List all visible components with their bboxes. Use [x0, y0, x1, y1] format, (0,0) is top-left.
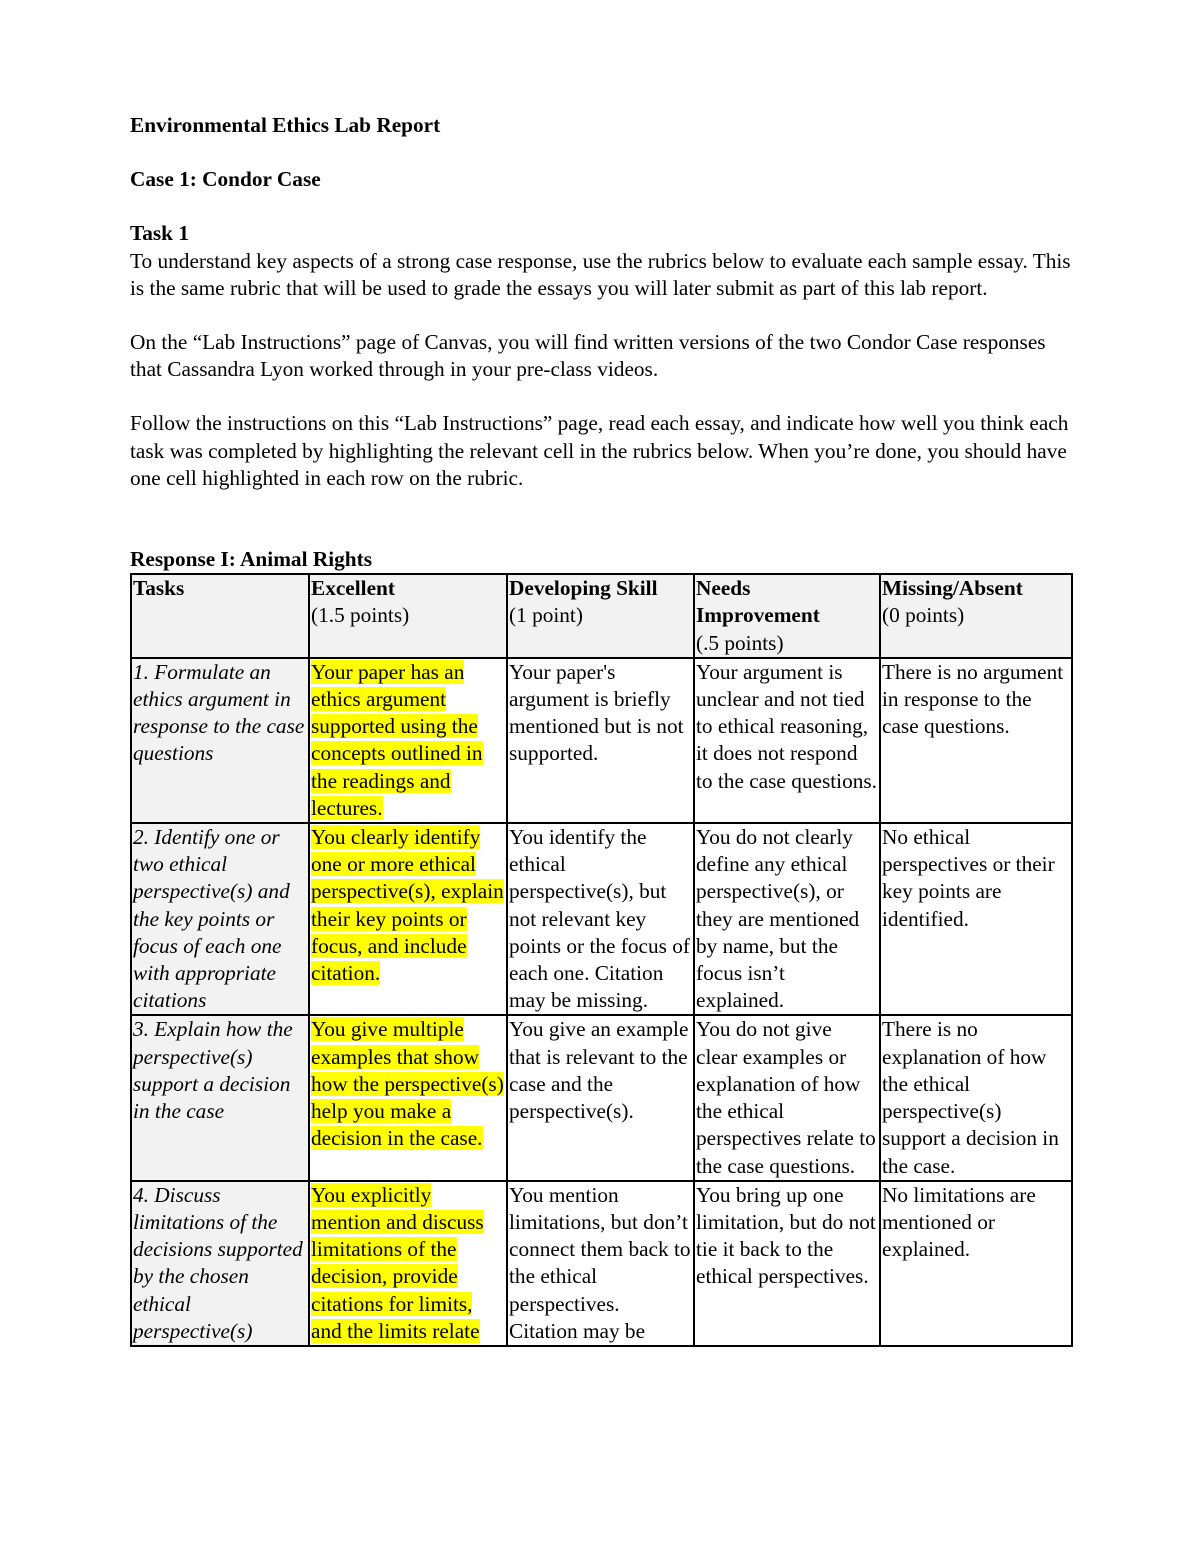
needs-improvement-cell[interactable]: You bring up one limitation, but do not tie it back to the ethical perspectives.: [694, 1181, 880, 1346]
developing-cell[interactable]: You give an example that is relevant to the case and the perspective(s).: [507, 1015, 694, 1180]
excellent-cell[interactable]: [309, 658, 507, 823]
header-label: Missing/Absent: [882, 576, 1023, 601]
developing-cell[interactable]: You identify the ethical perspective(s), but not relevant key points or the focus of each one. Citation may be missing.: [507, 823, 694, 1015]
case-title: Case 1: Condor Case: [130, 167, 321, 192]
instruction-paragraph: On the “Lab Instructions” page of Canvas, you will find written versions of the two Condor Case responses that Cassandra Lyon worked through in your pre-class videos.: [130, 330, 1046, 382]
header-label: Needs Improvement: [696, 576, 820, 628]
highlighted-text: You explicitly mention and discuss limitations of the decision, provide citations for limits, and the limits relate: [311, 1182, 484, 1343]
header-needs-improvement: [694, 574, 880, 658]
header-points: (1 point): [509, 603, 583, 628]
missing-cell[interactable]: No ethical perspectives or their key points are identified.: [880, 823, 1072, 1015]
highlighted-text: You clearly identify one or more ethical perspective(s), explain their key points or focus, and include citation.: [311, 825, 504, 986]
header-tasks: [131, 574, 309, 658]
developing-cell[interactable]: You mention limitations, but don’t connect them back to the ethical perspectives. Citation may be: [507, 1181, 694, 1346]
needs-improvement-cell[interactable]: Your argument is unclear and not tied to ethical reasoning, it does not respond to the case questions.: [694, 658, 880, 823]
header-label: Tasks: [133, 576, 185, 601]
needs-improvement-cell[interactable]: You do not give clear examples or explanation of how the ethical perspectives relate to the case questions.: [694, 1015, 880, 1180]
excellent-cell[interactable]: [309, 1015, 507, 1180]
missing-cell[interactable]: No limitations are mentioned or explained.: [880, 1181, 1072, 1346]
instruction-paragraph: To understand key aspects of a strong case response, use the rubrics below to evaluate each sample essay. This is the same rubric that will be used to grade the essays you will later submit as part of this lab report.: [130, 248, 1071, 300]
rubric-row: [131, 658, 1072, 823]
task-cell[interactable]: 1. Formulate an ethics argument in response to the case questions: [131, 658, 309, 823]
header-label: Excellent: [311, 576, 395, 601]
header-points: (0 points): [882, 603, 965, 628]
header-excellent: [309, 574, 507, 658]
rubric-row: [131, 823, 1072, 1015]
missing-cell[interactable]: There is no argument in response to the case questions.: [880, 658, 1072, 823]
excellent-cell[interactable]: [309, 1181, 507, 1346]
excellent-cell[interactable]: [309, 823, 507, 1015]
highlighted-text: You give multiple examples that show how the perspective(s) help you make a decision in the case.: [311, 1017, 504, 1151]
missing-cell[interactable]: There is no explanation of how the ethical perspective(s) support a decision in the case.: [880, 1015, 1072, 1180]
rubric-header-row: [131, 574, 1072, 658]
header-label: Developing Skill: [509, 576, 658, 601]
header-points: (1.5 points): [311, 603, 410, 628]
task-cell[interactable]: 3. Explain how the perspective(s) support a decision in the case: [131, 1015, 309, 1180]
highlighted-text: Your paper has an ethics argument supported using the concepts outlined in the readings and lectures.: [311, 659, 483, 820]
header-developing: [507, 574, 694, 658]
task-cell[interactable]: 4. Discuss limitations of the decisions supported by the chosen ethical perspective(s): [131, 1181, 309, 1346]
header-points: (.5 points): [696, 630, 784, 655]
developing-cell[interactable]: Your paper's argument is briefly mentioned but is not supported.: [507, 658, 694, 823]
header-missing: [880, 574, 1072, 658]
rubric-row: [131, 1015, 1072, 1180]
response-title: Response I: Animal Rights: [130, 547, 372, 572]
instruction-paragraph: Follow the instructions on this “Lab Instructions” page, read each essay, and indicate how well you think each task was completed by highlighting the relevant cell in the rubrics below. When you’re done, you should have one cell highlighted in each row on the rubric.: [130, 411, 1069, 490]
rubric-row: [131, 1181, 1072, 1346]
rubric-table: [130, 573, 1073, 1347]
task-title: Task 1: [130, 221, 190, 246]
task-cell[interactable]: 2. Identify one or two ethical perspective(s) and the key points or focus of each one with appropriate citations: [131, 823, 309, 1015]
document-page: [130, 112, 1075, 1347]
needs-improvement-cell[interactable]: You do not clearly define any ethical perspective(s), or they are mentioned by name, but the focus isn’t explained.: [694, 823, 880, 1015]
document-title: Environmental Ethics Lab Report: [130, 113, 441, 137]
